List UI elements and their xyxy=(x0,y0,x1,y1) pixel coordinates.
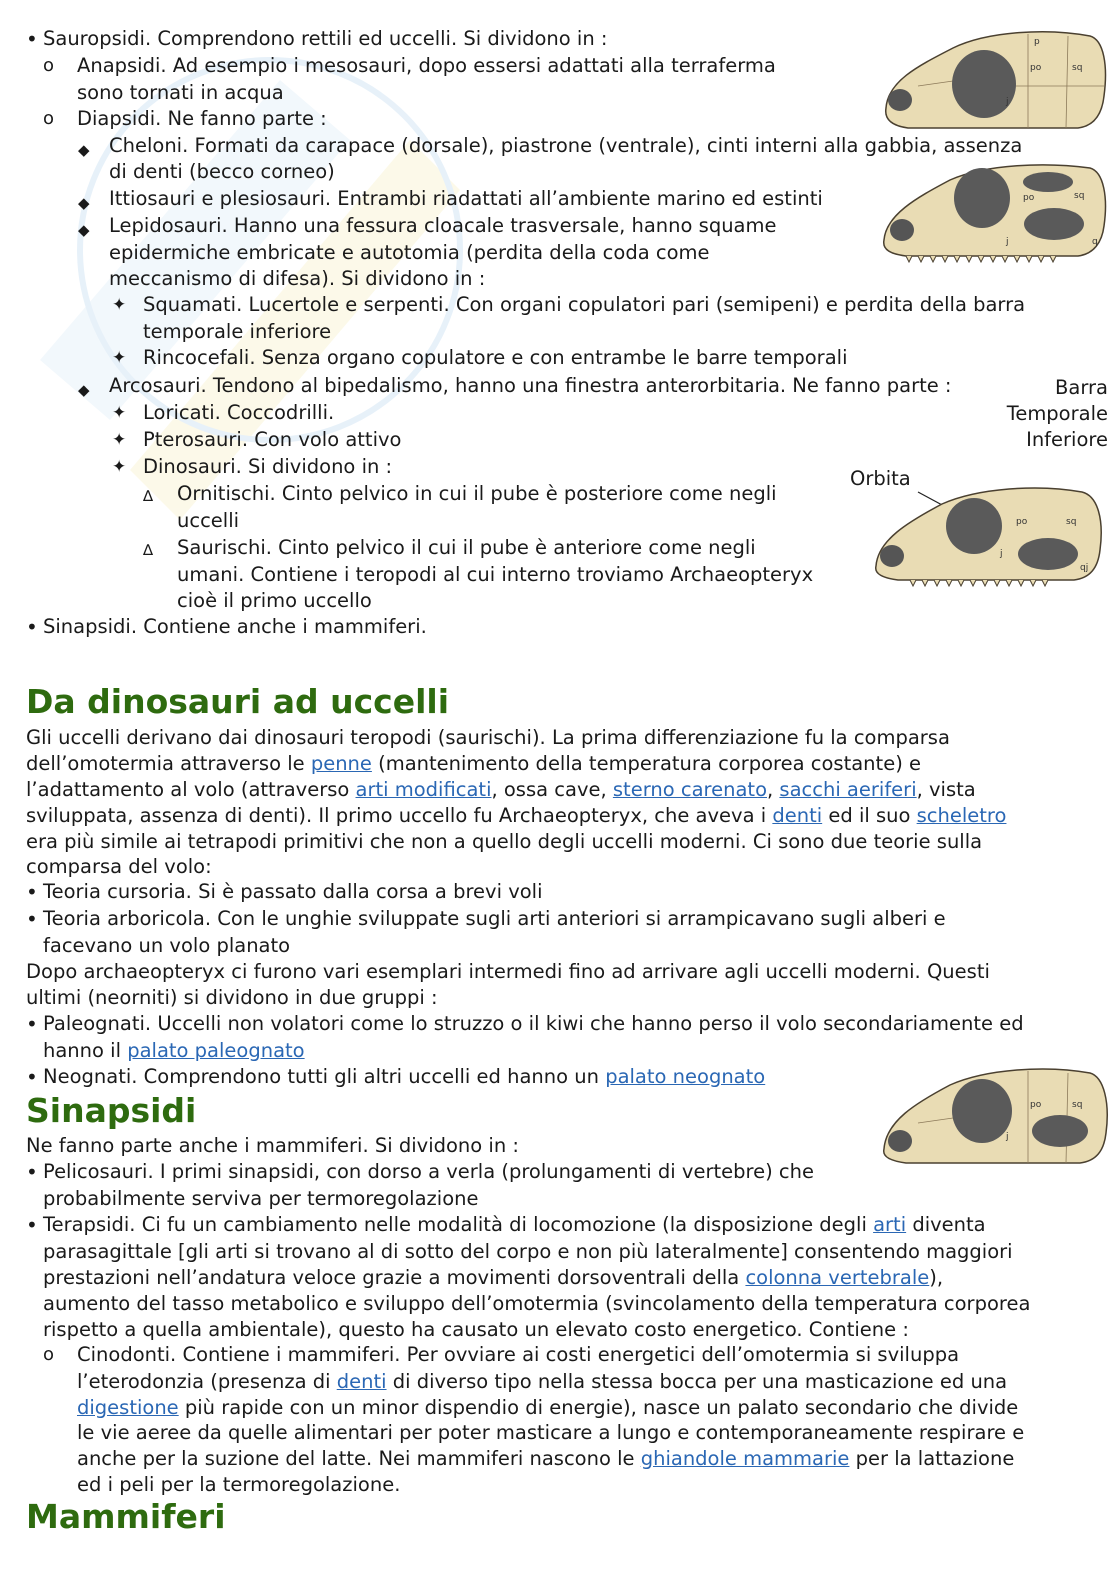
list-item-continuation: digestione più rapide con un minor dispendio di energie), nasce un palato secondario che divide xyxy=(77,1396,1019,1419)
list-item-continuation: ed i peli per la termoregolazione. xyxy=(77,1473,401,1496)
bone-label-sq: sq xyxy=(1072,1100,1083,1110)
bullet-star: ✦ xyxy=(112,403,127,423)
bullet-dot: • xyxy=(26,1160,38,1184)
list-item-continuation: meccanismo di difesa). Si dividono in : xyxy=(109,267,486,290)
bone-label-sq: sq xyxy=(1066,517,1077,527)
bone-label-q: q xyxy=(1092,237,1098,247)
list-item-continuation: umani. Contiene i teropodi al cui interno troviamo Archaeopteryx xyxy=(177,563,814,586)
bullet-dot: • xyxy=(26,615,38,639)
list-item-continuation: epidermiche embricate e autotomia (perdita della coda come xyxy=(109,241,710,264)
list-item-continuation: prestazioni nell’andatura veloce grazie a movimenti dorsoventrali della colonna vertebrale), xyxy=(43,1266,944,1289)
bone-label-j: j xyxy=(1006,237,1009,247)
bullet-o: o xyxy=(43,108,55,129)
link-scheletro[interactable]: scheletro xyxy=(916,804,1007,827)
bone-label-p: p xyxy=(1034,37,1040,47)
bullet-diamond: ◆ xyxy=(78,141,90,159)
bullet-diamond: ◆ xyxy=(78,194,90,212)
list-item-continuation: cioè il primo uccello xyxy=(177,589,372,612)
annotation-line: Inferiore xyxy=(1026,428,1108,451)
bone-label-po: po xyxy=(1030,1100,1042,1110)
bullet-diamond: ◆ xyxy=(78,381,90,399)
bone-label-po: po xyxy=(1023,193,1035,203)
list-item-continuation: facevano un volo planato xyxy=(43,934,291,957)
paragraph-line: comparsa del volo: xyxy=(26,855,212,878)
heading-sinapsidi: Sinapsidi xyxy=(26,1091,197,1130)
bullet-delta: ∆ xyxy=(143,541,154,559)
link-denti[interactable]: denti xyxy=(772,804,823,827)
link-palato-paleognato[interactable]: palato paleognato xyxy=(127,1039,305,1062)
list-item-continuation: anche per la suzione del latte. Nei mammiferi nascono le ghiandole mammarie per la lattazione xyxy=(77,1447,1015,1470)
bullet-dot: • xyxy=(26,1065,38,1089)
bullet-dot: • xyxy=(26,1012,38,1036)
bullet-diamond: ◆ xyxy=(78,221,90,239)
bullet-star: ✦ xyxy=(112,430,127,450)
bone-label-sq: sq xyxy=(1072,63,1083,73)
bullet-o: o xyxy=(43,55,55,76)
list-item-continuation: parasagittale [gli arti si trovano al di sotto del corpo e non più lateralmente] consentendo maggiori xyxy=(43,1240,1013,1263)
annotation-line: Temporale xyxy=(1006,402,1108,425)
annotation-barra-temporale-inferiore xyxy=(940,375,1108,453)
list-item-continuation: hanno il palato paleognato xyxy=(43,1039,305,1062)
list-item-continuation: temporale inferiore xyxy=(143,320,332,343)
list-item-continuation: probabilmente serviva per termoregolazione xyxy=(43,1187,479,1210)
bullet-dot: • xyxy=(26,907,38,931)
list-item-continuation: uccelli xyxy=(177,509,240,532)
synapsid-skull-figure xyxy=(878,1063,1110,1171)
bullet-dot: • xyxy=(26,1213,38,1237)
link-penne[interactable]: penne xyxy=(310,752,372,775)
paragraph-line: Gli uccelli derivano dai dinosauri teropodi (saurischi). La prima differenziazione fu la comparsa xyxy=(26,726,950,749)
bullet-o: o xyxy=(43,1344,55,1365)
list-item-continuation: rispetto a quella ambientale), questo ha causato un elevato costo energetico. Contiene : xyxy=(43,1318,909,1341)
link-sterno-carenato[interactable]: sterno carenato xyxy=(612,778,767,801)
bullet-star: ✦ xyxy=(112,348,127,368)
bone-label-j: j xyxy=(1006,1132,1009,1142)
link-sacchi-aeriferi[interactable]: sacchi aeriferi xyxy=(779,778,917,801)
bullet-delta: ∆ xyxy=(143,487,154,505)
anapsid-skull-figure xyxy=(878,26,1108,134)
bullet-dot: • xyxy=(26,880,38,904)
link-arti-modificati[interactable]: arti modificati xyxy=(355,778,492,801)
link-colonna-vertebrale[interactable]: colonna vertebrale xyxy=(745,1266,930,1289)
link-denti[interactable]: denti xyxy=(336,1370,387,1393)
heading-da-dinosauri-ad-uccelli: Da dinosauri ad uccelli xyxy=(26,682,450,721)
list-item-continuation: di denti (becco corneo) xyxy=(109,160,335,183)
paragraph-line: era più simile ai tetrapodi primitivi che non a quello degli uccelli moderni. Ci sono due teorie sulla xyxy=(26,830,983,853)
heading-mammiferi: Mammiferi xyxy=(26,1497,226,1536)
bullet-star: ✦ xyxy=(112,457,127,477)
archosaur-skull-figure xyxy=(870,470,1110,590)
paragraph-line: ultimi (neorniti) si dividono in due gruppi : xyxy=(26,986,438,1009)
bone-label-sq: sq xyxy=(1074,191,1085,201)
bone-label-po: po xyxy=(1030,63,1042,73)
list-item-continuation: l’eterodonzia (presenza di denti di diverso tipo nella stessa bocca per una masticazione ed una xyxy=(77,1370,1008,1393)
bullet-star: ✦ xyxy=(112,295,127,315)
list-item-continuation: aumento del tasso metabolico e sviluppo dell’omotermia (svincolamento della temperatura corporea xyxy=(43,1292,1031,1315)
link-palato-neognato[interactable]: palato neognato xyxy=(605,1065,766,1088)
paragraph-line: Dopo archaeopteryx ci furono vari esemplari intermedi fino ad arrivare agli uccelli moderni. Questi xyxy=(26,960,990,983)
paragraph-line: dell’omotermia attraverso le penne (mantenimento della temperatura corporea costante) e xyxy=(26,752,921,775)
annotation-orbita: Orbita xyxy=(850,467,911,490)
bone-label-po: po xyxy=(1016,517,1028,527)
annotation-line: Barra xyxy=(1055,376,1108,399)
bone-label-qj: qj xyxy=(1080,563,1089,573)
link-digestione[interactable]: digestione xyxy=(77,1396,179,1419)
list-item-continuation: le vie aeree da quelle alimentari per poter masticare a lungo e contemporaneamente respirare e xyxy=(77,1421,1025,1444)
paragraph-line: Ne fanno parte anche i mammiferi. Si dividono in : xyxy=(26,1134,519,1157)
diapsid-skull-figure xyxy=(878,160,1108,265)
bullet-dot: • xyxy=(26,27,38,51)
link-ghiandole-mammarie[interactable]: ghiandole mammarie xyxy=(640,1447,850,1470)
list-item-continuation: sono tornati in acqua xyxy=(77,81,284,104)
bone-label-j: j xyxy=(1006,97,1009,107)
link-arti[interactable]: arti xyxy=(873,1213,907,1236)
paragraph-line: sviluppata, assenza di denti). Il primo uccello fu Archaeopteryx, che aveva i denti ed il suo scheletro xyxy=(26,804,1007,827)
bone-label-j: j xyxy=(1000,549,1003,559)
paragraph-line: l’adattamento al volo (attraverso arti modificati, ossa cave, sterno carenato, sacchi aeriferi, vista xyxy=(26,778,976,801)
